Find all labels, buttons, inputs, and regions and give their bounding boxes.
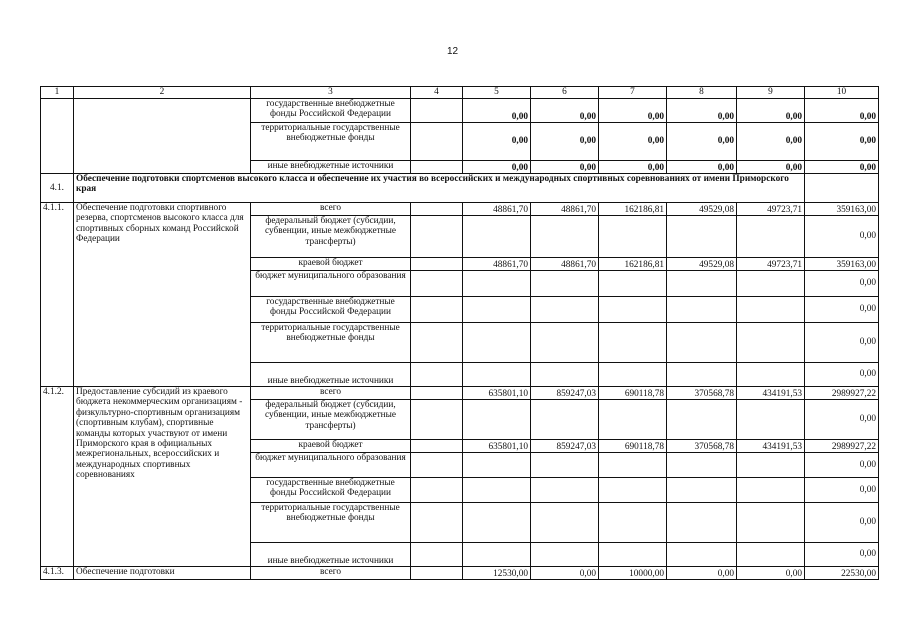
value-cell: 0,00	[805, 271, 879, 297]
value-cell: 0,00	[599, 161, 667, 174]
value-cell: 434191,53	[737, 440, 805, 453]
value-cell: 0,00	[463, 123, 531, 161]
column-header-row	[41, 87, 879, 99]
value-cell: 0,00	[531, 567, 599, 580]
empty-cell	[411, 216, 463, 258]
empty-cell	[737, 323, 805, 363]
source-label: иные внебюджетные источники	[251, 363, 411, 387]
value-cell: 49529,08	[667, 258, 737, 271]
value-cell: 690118,78	[599, 387, 667, 400]
value-cell: 370568,78	[667, 387, 737, 400]
empty-cell	[599, 453, 667, 478]
empty-cell	[667, 478, 737, 503]
value-cell: 0,00	[737, 123, 805, 161]
value-cell: 0,00	[667, 161, 737, 174]
source-label: территориальные государственные внебюджетные фонды	[251, 323, 411, 363]
empty-cell	[599, 323, 667, 363]
source-label: краевой бюджет	[251, 440, 411, 453]
value-cell: 0,00	[463, 161, 531, 174]
value-cell: 48861,70	[463, 258, 531, 271]
empty-cell	[411, 453, 463, 478]
column-header: 7	[599, 87, 667, 99]
empty-cell	[411, 123, 463, 161]
empty-cell	[411, 323, 463, 363]
value-cell: 12530,00	[463, 567, 531, 580]
value-cell: 0,00	[805, 503, 879, 543]
empty-cell	[531, 297, 599, 323]
section-code: 4.1.	[41, 174, 74, 203]
empty-cell	[667, 453, 737, 478]
empty-cell	[411, 203, 463, 216]
empty-cell	[531, 543, 599, 567]
source-label: всего	[251, 387, 411, 400]
value-cell: 0,00	[737, 161, 805, 174]
column-header: 3	[251, 87, 411, 99]
value-cell: 0,00	[805, 453, 879, 478]
column-header: 4	[411, 87, 463, 99]
value-cell: 0,00	[805, 161, 879, 174]
source-label: федеральный бюджет (субсидии, субвенции, иные межбюджетные трансферты)	[251, 400, 411, 440]
empty-cell	[531, 400, 599, 440]
value-cell: 434191,53	[737, 387, 805, 400]
empty-cell	[737, 453, 805, 478]
empty-cell	[531, 271, 599, 297]
value-cell: 2989927,22	[805, 440, 879, 453]
empty-cell	[531, 363, 599, 387]
empty-cell	[463, 478, 531, 503]
empty-cell	[667, 503, 737, 543]
value-cell: 0,00	[805, 123, 879, 161]
empty-cell	[599, 363, 667, 387]
value-cell: 0,00	[737, 567, 805, 580]
value-cell: 0,00	[737, 99, 805, 123]
empty-cell	[599, 543, 667, 567]
value-cell: 0,00	[667, 567, 737, 580]
table-row	[41, 567, 879, 580]
empty-cell	[411, 567, 463, 580]
empty-cell	[411, 363, 463, 387]
empty-cell	[667, 297, 737, 323]
empty-cell	[599, 297, 667, 323]
value-cell: 0,00	[667, 99, 737, 123]
source-label: бюджет муниципального образования	[251, 453, 411, 478]
empty-cell	[411, 297, 463, 323]
value-cell: 0,00	[531, 161, 599, 174]
empty-cell	[599, 503, 667, 543]
empty-cell	[411, 400, 463, 440]
column-header: 5	[463, 87, 531, 99]
value-cell: 0,00	[531, 123, 599, 161]
empty-cell	[667, 543, 737, 567]
value-cell: 359163,00	[805, 258, 879, 271]
value-cell: 162186,81	[599, 258, 667, 271]
empty-cell	[411, 503, 463, 543]
column-header: 6	[531, 87, 599, 99]
empty-cell	[737, 503, 805, 543]
value-cell: 0,00	[805, 400, 879, 440]
empty-cell	[737, 216, 805, 258]
empty-cell	[531, 323, 599, 363]
value-cell: 0,00	[667, 123, 737, 161]
item-title: Обеспечение подготовки спортивного резерва, спортсменов высокого класса для спортивных сборных команд Российской Федерации	[74, 203, 251, 387]
title-cell	[74, 99, 251, 174]
column-header: 1	[41, 87, 74, 99]
item-code: 4.1.1.	[41, 203, 74, 387]
empty-cell	[463, 297, 531, 323]
source-label: территориальные государственные внебюджетные фонды	[251, 503, 411, 543]
column-header: 9	[737, 87, 805, 99]
empty-cell	[411, 161, 463, 174]
empty-cell	[411, 271, 463, 297]
value-cell: 162186,81	[599, 203, 667, 216]
value-cell: 49529,08	[667, 203, 737, 216]
value-cell: 48861,70	[531, 258, 599, 271]
empty-cell	[737, 478, 805, 503]
page-number: 12	[446, 46, 459, 57]
value-cell: 370568,78	[667, 440, 737, 453]
value-cell: 0,00	[805, 323, 879, 363]
source-label: иные внебюджетные источники	[251, 161, 411, 174]
source-label: всего	[251, 567, 411, 580]
empty-cell	[667, 271, 737, 297]
value-cell: 22530,00	[805, 567, 879, 580]
empty-cell	[531, 478, 599, 503]
value-cell: 0,00	[805, 363, 879, 387]
source-label: краевой бюджет	[251, 258, 411, 271]
value-cell: 635801,10	[463, 440, 531, 453]
source-label: территориальные государственные внебюджетные фонды	[251, 123, 411, 161]
column-header: 2	[74, 87, 251, 99]
source-label: всего	[251, 203, 411, 216]
empty-cell	[463, 503, 531, 543]
empty-cell	[667, 323, 737, 363]
empty-cell	[463, 453, 531, 478]
empty-cell	[599, 216, 667, 258]
table-row	[41, 387, 879, 400]
value-cell: 859247,03	[531, 440, 599, 453]
value-cell: 0,00	[531, 99, 599, 123]
source-label: государственные внебюджетные фонды Российской Федерации	[251, 297, 411, 323]
value-cell: 0,00	[805, 543, 879, 567]
empty-cell	[531, 216, 599, 258]
empty-cell	[737, 271, 805, 297]
empty-cell	[667, 216, 737, 258]
value-cell: 359163,00	[805, 203, 879, 216]
empty-cell	[599, 271, 667, 297]
source-label: иные внебюджетные источники	[251, 543, 411, 567]
empty-cell	[411, 478, 463, 503]
value-cell: 0,00	[805, 216, 879, 258]
value-cell: 49723,71	[737, 258, 805, 271]
empty-cell	[531, 453, 599, 478]
value-cell: 10000,00	[599, 567, 667, 580]
value-cell: 49723,71	[737, 203, 805, 216]
value-cell: 48861,70	[531, 203, 599, 216]
empty-cell	[463, 543, 531, 567]
value-cell: 0,00	[599, 99, 667, 123]
code-cell	[41, 99, 74, 174]
budget-table	[40, 86, 879, 580]
empty-cell	[411, 543, 463, 567]
value-cell: 2989927,22	[805, 387, 879, 400]
item-title: Предоставление субсидий из краевого бюджета некоммерческим организациям - физкультурно-спортивным организациям (спортивным клубам), спортивные команды которых участвуют от имени Приморского края в официальных межрегиональных, всероссийских и международных спортивных соревнованиях	[74, 387, 251, 567]
empty-cell	[805, 174, 879, 203]
empty-cell	[737, 363, 805, 387]
empty-cell	[737, 297, 805, 323]
section-row	[41, 174, 879, 203]
source-label: федеральный бюджет (субсидии, субвенции, иные межбюджетные трансферты)	[251, 216, 411, 258]
empty-cell	[599, 400, 667, 440]
item-code: 4.1.3.	[41, 567, 74, 580]
empty-cell	[531, 503, 599, 543]
column-header: 8	[667, 87, 737, 99]
value-cell: 690118,78	[599, 440, 667, 453]
item-title: Обеспечение подготовки	[74, 567, 251, 580]
value-cell: 0,00	[599, 123, 667, 161]
value-cell: 0,00	[463, 99, 531, 123]
empty-cell	[667, 400, 737, 440]
empty-cell	[463, 400, 531, 440]
empty-cell	[463, 323, 531, 363]
source-label: бюджет муниципального образования	[251, 271, 411, 297]
column-header: 10	[805, 87, 879, 99]
item-code: 4.1.2.	[41, 387, 74, 567]
empty-cell	[737, 400, 805, 440]
table-row	[41, 203, 879, 216]
section-title: Обеспечение подготовки спортсменов высокого класса и обеспечение их участия во всероссийских и международных спортивных соревнованиях от имени Приморского края	[74, 174, 805, 203]
value-cell: 0,00	[805, 99, 879, 123]
source-label: государственные внебюджетные фонды Российской Федерации	[251, 478, 411, 503]
empty-cell	[411, 99, 463, 123]
empty-cell	[411, 387, 463, 400]
empty-cell	[463, 363, 531, 387]
value-cell: 0,00	[805, 478, 879, 503]
value-cell: 0,00	[805, 297, 879, 323]
empty-cell	[667, 363, 737, 387]
source-label: государственные внебюджетные фонды Российской Федерации	[251, 99, 411, 123]
value-cell: 48861,70	[463, 203, 531, 216]
empty-cell	[599, 478, 667, 503]
empty-cell	[463, 216, 531, 258]
value-cell: 635801,10	[463, 387, 531, 400]
empty-cell	[411, 440, 463, 453]
empty-cell	[737, 543, 805, 567]
value-cell: 859247,03	[531, 387, 599, 400]
table-row	[41, 99, 879, 123]
empty-cell	[411, 258, 463, 271]
empty-cell	[463, 271, 531, 297]
